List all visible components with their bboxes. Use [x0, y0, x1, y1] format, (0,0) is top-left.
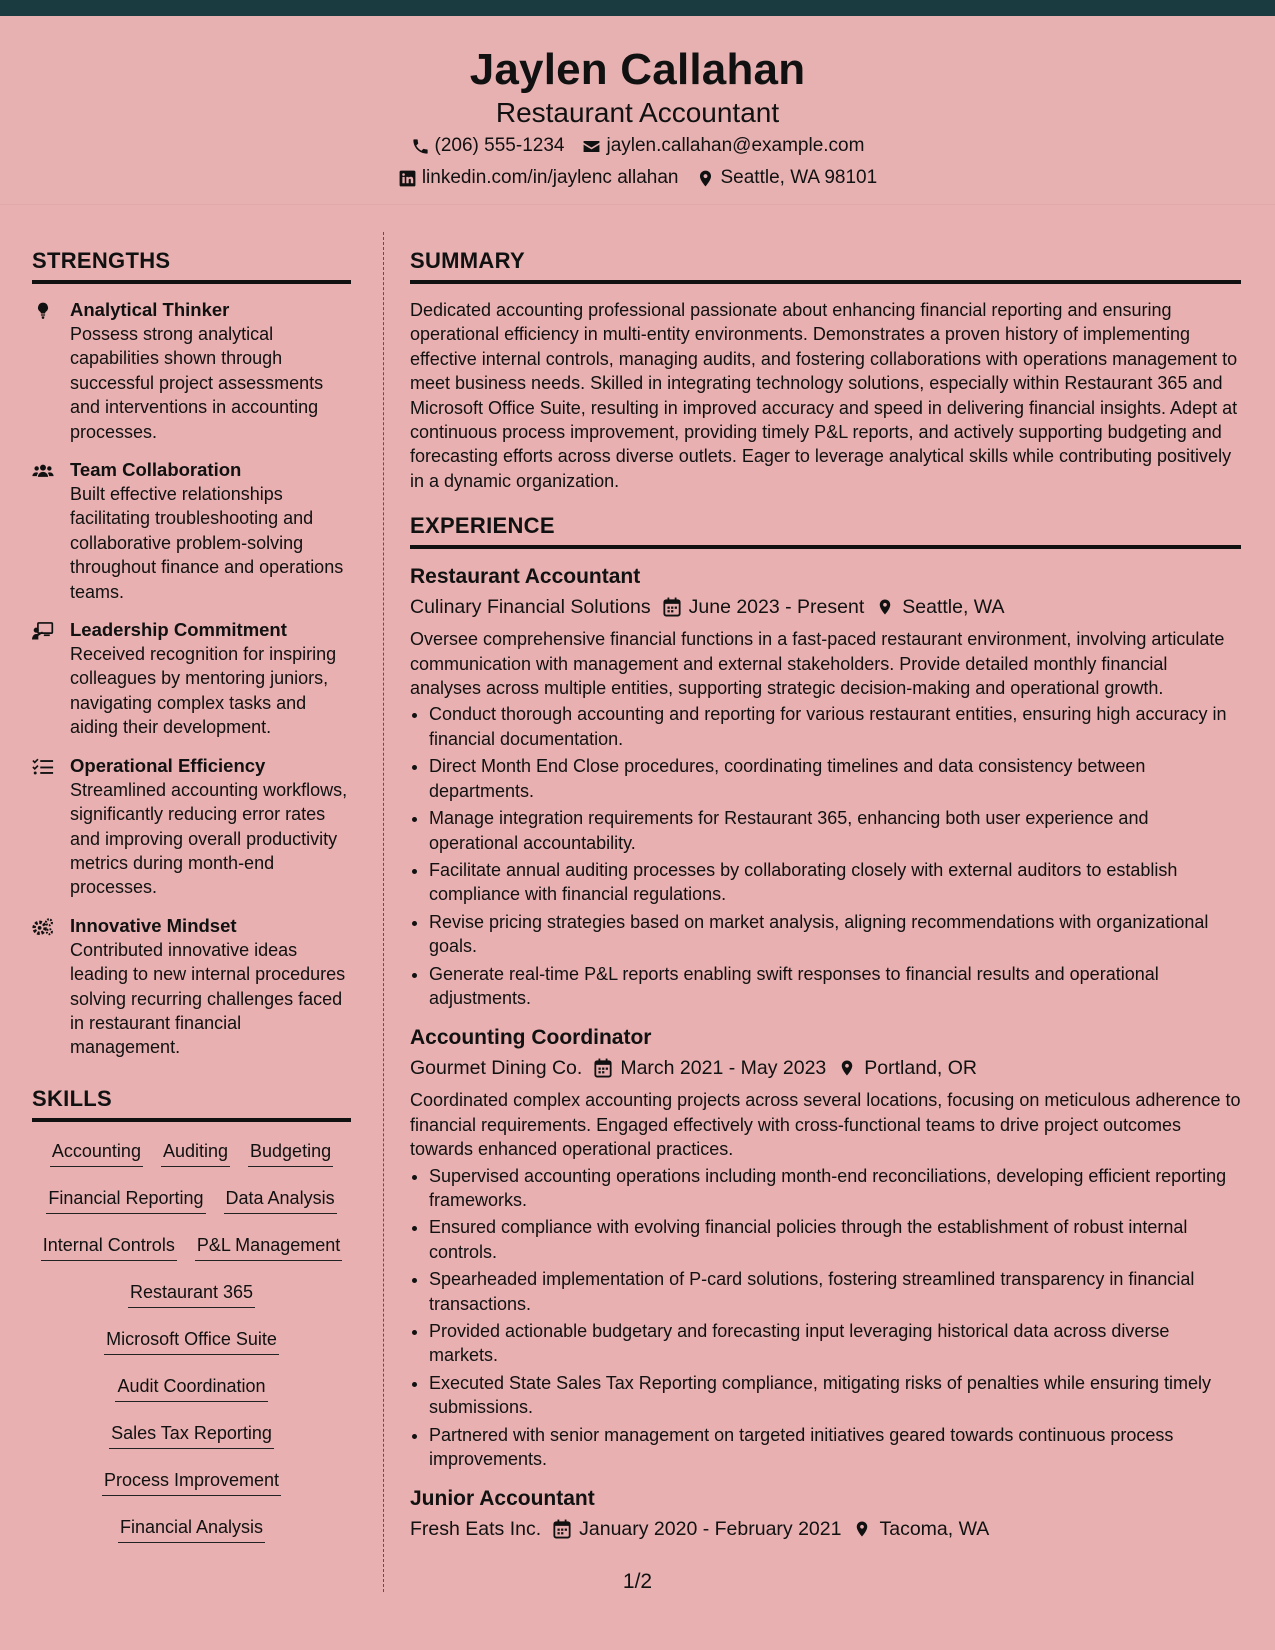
strength-item	[32, 914, 351, 1060]
job-meta	[410, 1513, 1241, 1545]
calendar-icon	[663, 597, 681, 617]
job-location	[853, 1513, 989, 1545]
map-pin-icon	[876, 597, 894, 617]
job-bullet: • Spearheaded implementation of P-card solutions, fostering streamlined transparency in financial transactions.	[429, 1267, 1241, 1316]
job-bullet: • Partnered with senior management on targeted initiatives geared towards continuous process improvements.	[429, 1423, 1241, 1472]
skill-tag: Internal Controls	[41, 1228, 177, 1261]
job-dates-text: June 2023 - Present	[688, 596, 865, 619]
skill-tag: Accounting	[50, 1134, 143, 1167]
job-company: Fresh Eats Inc.	[410, 1518, 542, 1541]
skill-tag: Auditing	[161, 1134, 230, 1167]
candidate-title: Restaurant Accountant	[495, 97, 780, 128]
experience-heading: EXPERIENCE	[410, 513, 1241, 549]
candidate-name: Jaylen Callahan	[469, 45, 806, 94]
phone-icon	[411, 137, 430, 156]
skills-heading: SKILLS	[32, 1086, 351, 1122]
map-pin-icon	[696, 169, 715, 188]
email[interactable]	[582, 130, 864, 162]
strength-item	[32, 298, 351, 444]
skill-tag: Sales Tax Reporting	[109, 1416, 274, 1449]
job-dates	[553, 1513, 841, 1545]
phone	[411, 130, 565, 162]
job-bullets	[410, 1164, 1241, 1472]
job-bullet: • Generate real-time P&L reports enabling swift responses to financial results and operational adjustments.	[429, 962, 1241, 1011]
job-dates-text: March 2021 - May 2023	[620, 1057, 827, 1080]
phone-text: (206) 555-1234	[434, 135, 565, 156]
skill-tag: Audit Coordination	[115, 1369, 267, 1402]
left-column	[32, 248, 351, 1557]
lightbulb-icon	[32, 301, 54, 321]
skills-list	[32, 1134, 351, 1557]
strengths-heading: STRENGTHS	[32, 248, 351, 284]
skill-tag: Budgeting	[248, 1134, 333, 1167]
job-title: Accounting Coordinator	[410, 1026, 652, 1050]
job-company: Culinary Financial Solutions	[410, 596, 651, 619]
skill-tag: Microsoft Office Suite	[104, 1322, 279, 1355]
calendar-icon	[594, 1058, 612, 1078]
contact-row-1	[0, 130, 1275, 162]
strength-desc: Built effective relationships facilitating troubleshooting and collaborative problem-solving throughout finance and operations teams.	[70, 484, 344, 602]
job-company: Gourmet Dining Co.	[410, 1057, 583, 1080]
linkedin-icon	[398, 169, 417, 188]
skill-tag: Process Improvement	[102, 1463, 281, 1496]
job-location-text: Seattle, WA	[902, 596, 1005, 619]
job-bullet: • Direct Month End Close procedures, coordinating timelines and data consistency between departments.	[429, 754, 1241, 803]
strength-title: Analytical Thinker	[70, 299, 230, 320]
job-bullet: • Provided actionable budgetary and forecasting input leveraging historical data across diverse markets.	[429, 1319, 1241, 1368]
strength-title: Team Collaboration	[70, 459, 242, 481]
job-entry	[410, 1024, 1241, 1471]
job-desc: Coordinated complex accounting projects across several locations, focusing on meticulous adherence to financial requirements. Engaged effectively with cross-functional teams to drive project outcomes towards enhanced operational practices.	[410, 1090, 1241, 1160]
job-bullet: • Facilitate annual auditing processes by collaborating closely with external auditors to establish compliance with financial regulations.	[429, 858, 1241, 907]
job-meta	[410, 591, 1241, 623]
job-bullet: • Conduct thorough accounting and reporting for various restaurant entities, ensuring high accuracy in financial documentation.	[429, 702, 1241, 751]
linkedin-text: linkedin.com/in/jaylenc allahan	[421, 167, 679, 188]
column-divider	[383, 232, 384, 1592]
skill-tag: Financial Reporting	[46, 1181, 205, 1214]
job-location	[876, 591, 1004, 623]
job-dates-text: January 2020 - February 2021	[579, 1518, 842, 1541]
map-pin-icon	[838, 1058, 856, 1078]
job-location	[838, 1052, 977, 1084]
top-bar	[0, 0, 1275, 16]
job-bullet: • Supervised accounting operations including month-end reconciliations, developing efficient reporting frameworks.	[429, 1164, 1241, 1213]
job-entry	[410, 1485, 1241, 1545]
job-location-text: Tacoma, WA	[879, 1518, 990, 1541]
checklist-icon	[32, 757, 54, 777]
page-number: 1/2	[622, 1570, 653, 1593]
strength-item	[32, 618, 351, 740]
skill-tag: Data Analysis	[224, 1181, 337, 1214]
summary-text: Dedicated accounting professional passionate about enhancing financial reporting and ensuring operational efficiency in multi-entity environments. Demonstrates a proven history of implementing effective internal controls, managing audits, and fostering collaborations with operations management to meet business needs. Skilled in integrating technology solutions, especially within Restaurant 365 and Microsoft Office Suite, resulting in improved accuracy and speed in delivering financial insights. Adept at continuous process improvement, providing timely P&L reports, and actively supporting budgeting and forecasting efforts across diverse outlets. Eager to leverage analytical skills while contributing positively in a dynamic organization.	[410, 300, 1238, 491]
strength-item	[32, 754, 351, 900]
users-icon	[32, 461, 54, 481]
job-desc: Oversee comprehensive financial functions in a fast-paced restaurant environment, involving articulate communication with management and external stakeholders. Provide detailed monthly financial analyses across multiple entities, supporting strategic decision-making and operational growth.	[410, 629, 1225, 699]
job-meta	[410, 1052, 1241, 1084]
job-title: Restaurant Accountant	[410, 565, 641, 589]
presenter-icon	[32, 621, 54, 641]
email-text: jaylen.callahan@example.com	[606, 135, 865, 156]
calendar-icon	[553, 1519, 571, 1539]
skill-tag: Restaurant 365	[128, 1275, 255, 1308]
job-bullet: • Ensured compliance with evolving financial policies through the establishment of robust internal controls.	[429, 1215, 1241, 1264]
skill-tag: Financial Analysis	[118, 1510, 265, 1543]
location-text: Seattle, WA 98101	[720, 167, 878, 188]
strength-desc: Possess strong analytical capabilities shown through successful project assessments and interventions in accounting processes.	[70, 324, 324, 442]
map-pin-icon	[853, 1519, 871, 1539]
gears-icon	[32, 917, 54, 937]
job-title: Junior Accountant	[410, 1487, 595, 1511]
summary-heading: SUMMARY	[410, 248, 1241, 284]
right-column	[410, 248, 1241, 1559]
job-bullet: • Executed State Sales Tax Reporting compliance, mitigating risks of penalties while ensuring timely submissions.	[429, 1371, 1241, 1420]
job-entry	[410, 563, 1241, 1010]
envelope-icon	[582, 137, 601, 156]
strength-title: Leadership Commitment	[70, 619, 287, 641]
location	[696, 162, 877, 194]
strength-desc: Received recognition for inspiring colleagues by mentoring juniors, navigating complex tasks and aiding their development.	[70, 644, 337, 738]
contact-row-2	[0, 162, 1275, 194]
job-dates	[663, 591, 865, 623]
job-bullet: • Manage integration requirements for Restaurant 365, enhancing both user experience and operational accountability.	[429, 806, 1241, 855]
job-dates	[594, 1052, 826, 1084]
strength-desc: Contributed innovative ideas leading to new internal procedures solving recurring challenges faced in restaurant financial management.	[70, 939, 346, 1058]
strength-title: Innovative Mindset	[70, 914, 237, 936]
job-location-text: Portland, OR	[864, 1057, 977, 1080]
resume-header	[0, 16, 1275, 205]
job-bullet: • Revise pricing strategies based on market analysis, aligning recommendations with organizational goals.	[429, 910, 1241, 959]
strength-desc: Streamlined accounting workflows, significantly reducing error rates and improving overall productivity metrics during month-end processes.	[70, 779, 348, 898]
linkedin[interactable]	[398, 162, 679, 194]
strength-item	[32, 458, 351, 604]
strength-title: Operational Efficiency	[70, 754, 266, 776]
job-bullets	[410, 702, 1241, 1010]
skill-tag: P&L Management	[195, 1228, 342, 1261]
